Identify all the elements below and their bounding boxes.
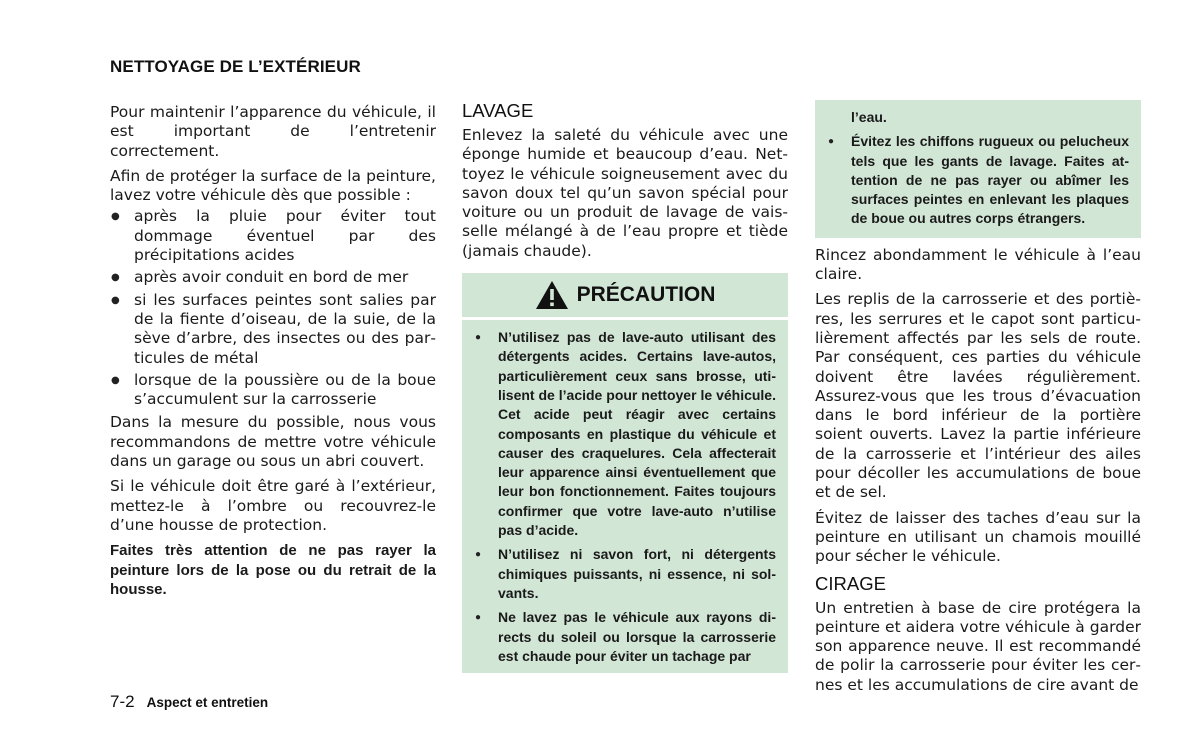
warning-triangle-icon xyxy=(535,280,569,310)
list-item: ● lorsque de la poussière ou de la boue s’accumulent sur la carrosserie xyxy=(110,371,436,410)
list-item: ● si les surfaces peintes sont salies par de la fiente d’oiseau, de la suie, de la sève d’arbre, des insectes ou des particules de métal xyxy=(110,291,436,368)
page-number: 7-2 xyxy=(110,692,135,711)
caution-box xyxy=(462,320,788,673)
caution-item: ● Ne lavez pas le véhicule aux rayons directs du soleil ou lorsque la carrosserie est chaude pour éviter un tachage par xyxy=(474,608,776,666)
caution-list xyxy=(827,132,1129,228)
caution-list xyxy=(474,328,776,666)
list-item: ● après avoir conduit en bord de mer xyxy=(110,268,436,287)
paragraph: Dans la mesure du possible, nous vous recommandons de mettre votre véhicule dans un garage ou sous un abri couvert. xyxy=(110,413,436,471)
paragraph: Enlevez la saleté du véhicule avec une éponge humide et beaucoup d’eau. Nettoyez le véhicule soigneusement avec du savon doux tel qu’un savon spécial pour voiture ou un produit de lavage de vaisselle mélangé à de l’eau propre et tiède (jamais chaude). xyxy=(462,126,788,260)
caution-item: ● N’utilisez ni savon fort, ni détergents chimiques puissants, ni essence, ni solvants. xyxy=(474,545,776,603)
caution-item: ● Évitez les chiffons rugueux ou pelucheux tels que les gants de lavage. Faites attention de ne pas rayer ou abîmer les surfaces peintes en enlevant les plaques de boue ou autres corps étrangers. xyxy=(827,132,1129,228)
caution-item: ● N’utilisez pas de lave-auto utilisant des détergents acides. Certains lave-autos, particulièrement ceux sans brosse, utilisent de l’acide pour nettoyer le véhicule. Cet acide peut réagir avec certains composants en plastique du véhicule et causer des craquelures. Cela affecterait leur apparence ainsi éventuellement que leur bon fonctionnement. Faites toujours confirmer que votre lave-auto n’utilise pas d’acide. xyxy=(474,328,776,540)
chapter-label: Aspect et entretien xyxy=(146,695,269,710)
paragraph: Pour maintenir l’apparence du véhicule, il est important de l’entretenir correctement. xyxy=(110,103,436,160)
caution-box-continued xyxy=(815,100,1141,238)
caution-title: PRÉCAUTION xyxy=(576,283,716,307)
column-2 xyxy=(462,100,788,673)
list-item: ● après la pluie pour éviter tout dommage éventuel par des précipitations acides xyxy=(110,207,436,265)
subheading-lavage: LAVAGE xyxy=(462,100,534,121)
column-1 xyxy=(110,103,436,605)
paragraph: Évitez de laisser des taches d’eau sur la peinture en utilisant un chamois mouillé pour sécher le véhicule. xyxy=(815,508,1141,566)
caution-header xyxy=(462,273,788,317)
page-footer xyxy=(110,692,268,712)
paragraph: Afin de protéger la surface de la peinture, lavez votre véhicule dès que possible : xyxy=(110,166,436,205)
paragraph: Les replis de la carrosserie et des portières, les serrures et le capot sont particulièrement affectés par les sels de route. Par conséquent, ces parties du véhicule doivent être lavées régulièrement. Assurez-vous que les trous d’évacuation dans le bord inférieur de la portière soient ouverts. Lavez la partie inférieure de la carrosserie et l’intérieur des ailes pour décoller les accumulations de boue et de sel. xyxy=(815,290,1141,502)
section-title: NETTOYAGE DE L’EXTÉRIEUR xyxy=(110,57,361,76)
paragraph: Rincez abondamment le véhicule à l’eau claire. xyxy=(815,245,1141,284)
paragraph: Un entretien à base de cire protégera la peinture et aidera votre véhicule à garder son apparence neuve. Il est recommandé de polir la carrosserie pour éviter les cernes et les accumulations de cire avant de xyxy=(815,598,1141,694)
caution-continuation: l’eau. xyxy=(851,109,887,125)
subheading-cirage: CIRAGE xyxy=(815,572,886,594)
paragraph: Si le véhicule doit être garé à l’extérieur, mettez-le à l’ombre ou recouvrez-le d’une housse de protection. xyxy=(110,477,436,534)
bullet-list xyxy=(110,207,436,409)
column-3 xyxy=(815,100,1141,701)
bold-note: Faites très attention de ne pas rayer la peinture lors de la pose ou du retrait de la housse. xyxy=(110,542,436,598)
